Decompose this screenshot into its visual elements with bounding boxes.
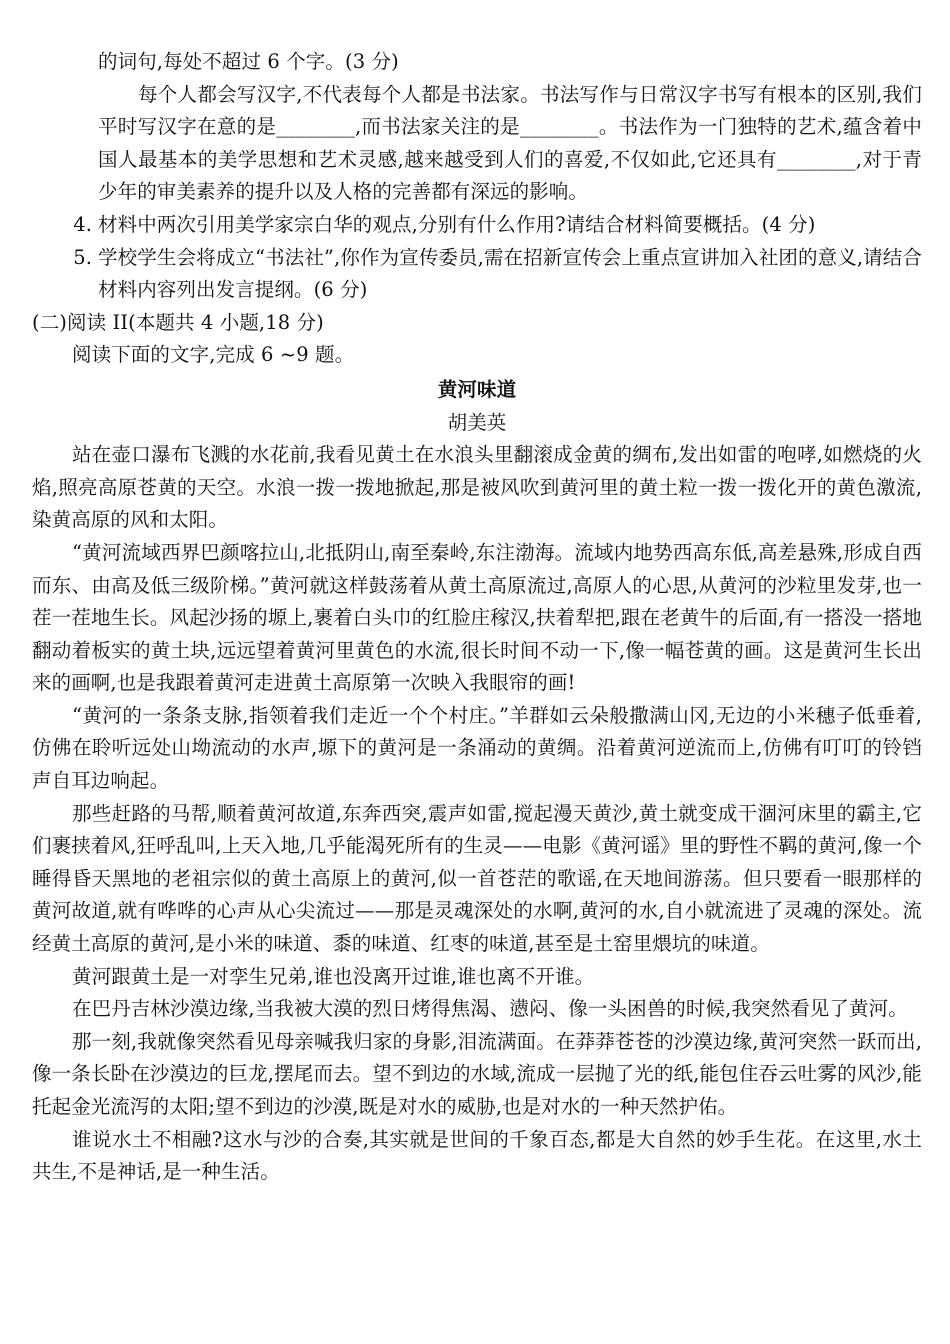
article-paragraph: “黄河流域西界巴颜喀拉山,北抵阴山,南至秦岭,东注渤海。流域内地势西高东低,高差悬殊,形成自西而东、由高及低三级阶梯。”黄河就这样鼓荡着从黄土高原流过,高原人的心思,从黄河的沙粒里发芽,也一茬一茬地生长。风起沙扬的塬上,裹着白头巾的红脸庄稼汉,扶着犁把,跟在老黄牛的后面,有一搭没一搭地翻动着板实的黄土块,远远望着黄河里黄色的水流,很长时间不动一下,像一幅苍黄的画。这是黄河生长出来的画啊,也是我跟着黄河走进黄土高原第一次映入我眼帘的画! [32,540,922,695]
question-3-fill-paragraph: 每个人都会写汉字,不代表每个人都是书法家。书法写作与日常汉字书写有根本的区别,我们平时写汉字在意的是________,而书法家关注的是________。书法作为一门独特的艺术,蕴含着中国人最基本的美学思想和艺术灵感,越来越受到人们的喜爱,不仅如此,它还具有________,对于青少年的审美素养的提升以及人格的完善都有深远的影响。 [98,82,922,204]
article-paragraph: 黄河跟黄土是一对孪生兄弟,谁也没离开过谁,谁也离不开谁。 [72,964,595,988]
article-paragraph: 谁说水土不相融?这水与沙的合奏,其实就是世间的千象百态,都是大自然的妙手生花。在这里,水土共生,不是神话,是一种生活。 [32,1127,922,1184]
article-paragraph: 那一刻,我就像突然看见母亲喊我归家的身影,泪流满面。在莽莽苍苍的沙漠边缘,黄河突然一跃而出,像一条长卧在沙漠边的巨龙,摆尾而去。望不到边的水域,流成一层抛了光的纸,能包住吞云吐雾的风沙,能托起金光流泻的太阳;望不到边的沙漠,既是对水的威胁,也是对水的一种天然护佑。 [32,1029,922,1118]
section-heading: (二)阅读 II(本题共 4 小题,18 分) [32,310,324,334]
question-text: 学校学生会将成立“书法社”,你作为宣传委员,需在招新宣传会上重点宣讲加入社团的意义,请结合材料内容列出发言提纲。(6 分) [98,245,922,302]
article-title: 黄河味道 [437,377,517,401]
article-author: 胡美英 [447,410,507,434]
document-page [32,46,922,1189]
article-paragraph: 在巴丹吉林沙漠边缘,当我被大漠的烈日烤得焦渴、懑闷、像一头困兽的时候,我突然看见了黄河。 [72,997,908,1021]
article-paragraph: “黄河的一条条支脉,指领着我们走近一个个村庄。”羊群如云朵般撒满山冈,无边的小米穗子低垂着,仿佛在聆听远处山坳流动的水声,塬下的黄河是一条涌动的黄绸。沿着黄河逆流而上,仿佛有叮叮的铃铛声自耳边响起。 [32,703,922,793]
question-4 [32,209,922,242]
question-number: 4. [73,212,92,236]
question-3-instruction-tail: 的词句,每处不超过 6 个字。(3 分) [98,50,399,73]
section-instruction: 阅读下面的文字,完成 6 ~9 题。 [72,343,355,367]
question-text: 材料中两次引用美学家宗白华的观点,分别有什么作用?请结合材料简要概括。(4 分) [98,212,816,236]
article-paragraph: 那些赶路的马帮,顺着黄河故道,东奔西突,震声如雷,搅起漫天黄沙,黄土就变成干涸河床里的霸主,它们裹挟着风,狂呼乱叫,上天入地,几乎能渴死所有的生灵——电影《黄河谣》里的野性不羁的黄河,像一个睡得昏天黑地的老祖宗似的黄土高原上的黄河,似一首苍茫的歌谣,在天地间游荡。但只要看一眼那样的黄河故道,就有哗哗的心声从心尖流过——那是灵魂深处的水啊,黄河的水,自小就流进了灵魂的深处。流经黄土高原的黄河,是小米的味道、黍的味道、红枣的味道,甚至是土窑里煨坑的味道。 [32,801,922,956]
question-number: 5. [73,245,92,269]
question-5 [32,242,922,307]
article-paragraph: 站在壶口瀑布飞溅的水花前,我看见黄土在水浪头里翻滚成金黄的绸布,发出如雷的咆哮,如燃烧的火焰,照亮高原苍黄的天空。水浪一拨一拨地掀起,那是被风吹到黄河里的黄土粒一拨一拨化开的黄色激流,染黄高原的风和太阳。 [32,443,922,532]
